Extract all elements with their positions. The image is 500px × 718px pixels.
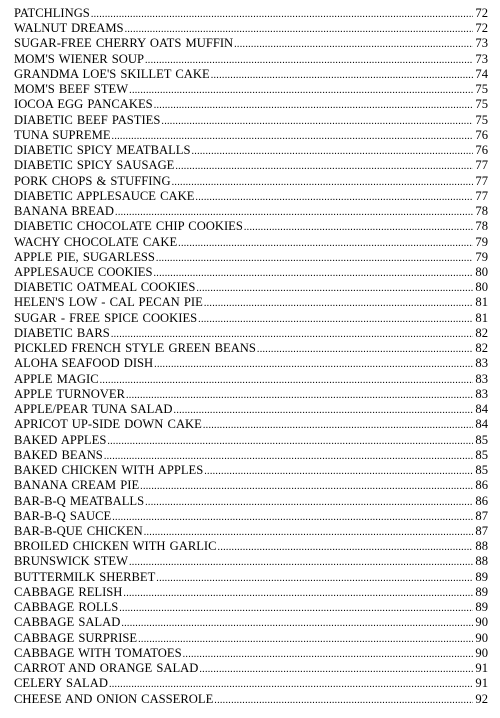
index-entry xyxy=(14,250,488,265)
dot-leader xyxy=(198,312,473,327)
page-number: 92 xyxy=(475,691,488,706)
page-number: 89 xyxy=(475,569,488,584)
page-number: 90 xyxy=(475,630,488,645)
page-number: 83 xyxy=(475,371,488,386)
index-entry xyxy=(14,341,488,356)
index-entry xyxy=(14,235,488,250)
recipe-title: WACHY CHOCOLATE CAKE xyxy=(14,234,178,249)
index-entry xyxy=(14,82,488,97)
index-entry xyxy=(14,494,488,509)
page-number: 85 xyxy=(475,432,488,447)
index-entry xyxy=(14,692,488,707)
recipe-title: DIABETIC CHOCOLATE CHIP COOKIES xyxy=(14,219,243,234)
page-number: 73 xyxy=(475,36,488,51)
recipe-title: APPLE TURNOVER xyxy=(14,386,125,401)
recipe-title: PORK CHOPS & STUFFING xyxy=(14,173,171,188)
recipe-title: SUGAR-FREE CHERRY OATS MUFFIN xyxy=(14,36,234,51)
index-entry xyxy=(14,97,488,112)
recipe-title: BAR-B-Q SAUCE xyxy=(14,508,112,523)
index-entry xyxy=(14,524,488,539)
page-number: 82 xyxy=(475,325,488,340)
page-number: 80 xyxy=(475,280,488,295)
page-number: 85 xyxy=(475,447,488,462)
index-entry xyxy=(14,158,488,173)
page-number: 82 xyxy=(475,341,488,356)
index-entry xyxy=(14,402,488,417)
dot-leader xyxy=(154,266,474,281)
page-number: 72 xyxy=(475,6,488,20)
dot-leader xyxy=(129,83,473,98)
recipe-index xyxy=(14,6,488,707)
page-number: 90 xyxy=(475,615,488,630)
page-number: 83 xyxy=(475,386,488,401)
index-entry xyxy=(14,417,488,432)
dot-leader xyxy=(214,693,473,708)
index-entry xyxy=(14,311,488,326)
dot-leader xyxy=(175,159,473,174)
recipe-title: BAKED CHICKEN WITH APPLES xyxy=(14,463,204,478)
dot-leader xyxy=(107,434,473,449)
index-entry xyxy=(14,280,488,295)
dot-leader xyxy=(121,616,473,631)
page-number: 80 xyxy=(475,264,488,279)
page-number: 89 xyxy=(475,600,488,615)
dot-leader xyxy=(145,53,473,68)
recipe-title: HELEN'S LOW - CAL PECAN PIE xyxy=(14,295,203,310)
recipe-title: CARROT AND ORANGE SALAD xyxy=(14,661,199,676)
recipe-title: CABBAGE ROLLS xyxy=(14,600,119,615)
recipe-title: CABBAGE WITH TOMATOES xyxy=(14,645,182,660)
recipe-title: CABBAGE SALAD xyxy=(14,615,121,630)
recipe-title: IOCOA EGG PANCAKES xyxy=(14,97,153,112)
recipe-title: BUTTERMILK SHERBET xyxy=(14,569,156,584)
dot-leader xyxy=(172,175,473,190)
page-number: 78 xyxy=(475,219,488,234)
recipe-title: DIABETIC BARS xyxy=(14,325,110,340)
page-number: 86 xyxy=(475,478,488,493)
page-number: 79 xyxy=(475,234,488,249)
dot-leader xyxy=(244,220,473,235)
recipe-title: BANANA CREAM PIE xyxy=(14,478,140,493)
index-entry xyxy=(14,67,488,82)
recipe-title: BAKED BEANS xyxy=(14,447,103,462)
dot-leader xyxy=(156,571,473,586)
index-entry xyxy=(14,554,488,569)
recipe-title: MOM'S WIENER SOUP xyxy=(14,51,144,66)
recipe-title: BAR-B-QUE CHICKEN xyxy=(14,523,143,538)
index-entry xyxy=(14,52,488,67)
index-entry xyxy=(14,36,488,51)
index-entry xyxy=(14,21,488,36)
dot-leader xyxy=(144,525,473,540)
page-number: 88 xyxy=(475,539,488,554)
index-entry xyxy=(14,646,488,661)
index-entry xyxy=(14,509,488,524)
index-entry xyxy=(14,174,488,189)
page-number: 77 xyxy=(475,158,488,173)
page-number: 87 xyxy=(475,508,488,523)
dot-leader xyxy=(154,98,473,113)
page-number: 77 xyxy=(475,173,488,188)
dot-leader xyxy=(178,236,473,251)
page-number: 91 xyxy=(475,661,488,676)
index-entry xyxy=(14,539,488,554)
recipe-title: CELERY SALAD xyxy=(14,676,108,691)
index-entry xyxy=(14,631,488,646)
dot-leader xyxy=(183,647,473,662)
recipe-title: ALOHA SEAFOOD DISH xyxy=(14,356,154,371)
recipe-title: SUGAR - FREE SPICE COOKIES xyxy=(14,310,198,325)
dot-leader xyxy=(156,251,473,266)
recipe-title: BROILED CHICKEN WITH GARLIC xyxy=(14,539,217,554)
page-number: 87 xyxy=(475,523,488,538)
dot-leader xyxy=(154,357,473,372)
dot-leader xyxy=(100,373,473,388)
page-number: 75 xyxy=(475,97,488,112)
index-entry xyxy=(14,204,488,219)
recipe-title: CABBAGE SURPRISE xyxy=(14,630,138,645)
page-number: 75 xyxy=(475,112,488,127)
index-entry xyxy=(14,433,488,448)
page-number: 83 xyxy=(475,356,488,371)
page-number: 90 xyxy=(475,645,488,660)
page-number: 85 xyxy=(475,463,488,478)
page-number: 76 xyxy=(475,143,488,158)
index-entry xyxy=(14,661,488,676)
page-number: 89 xyxy=(475,584,488,599)
index-entry xyxy=(14,326,488,341)
dot-leader xyxy=(111,327,473,342)
dot-leader xyxy=(199,662,473,677)
index-entry xyxy=(14,448,488,463)
recipe-title: APPLESAUCE COOKIES xyxy=(14,264,153,279)
index-entry xyxy=(14,463,488,478)
recipe-title: DIABETIC BEEF PASTIES xyxy=(14,112,161,127)
index-entry xyxy=(14,265,488,280)
dot-leader xyxy=(138,632,473,647)
dot-leader xyxy=(125,22,473,37)
page-number: 72 xyxy=(475,21,488,36)
index-entry xyxy=(14,189,488,204)
recipe-title: DIABETIC APPLESAUCE CAKE xyxy=(14,188,195,203)
dot-leader xyxy=(104,449,473,464)
dot-leader xyxy=(204,464,473,479)
recipe-title: GRANDMA LOE'S SKILLET CAKE xyxy=(14,66,210,81)
page-number: 84 xyxy=(475,402,488,417)
dot-leader xyxy=(115,205,473,220)
index-entry xyxy=(14,372,488,387)
dot-leader xyxy=(203,418,473,433)
dot-leader xyxy=(174,403,473,418)
index-entry xyxy=(14,600,488,615)
index-entry xyxy=(14,387,488,402)
page-number: 75 xyxy=(475,82,488,97)
recipe-title: APPLE PIE, SUGARLESS xyxy=(14,249,155,264)
dot-leader xyxy=(191,144,473,159)
recipe-title: APPLE/PEAR TUNA SALAD xyxy=(14,402,173,417)
dot-leader xyxy=(234,37,473,52)
recipe-title: DIABETIC OATMEAL COOKIES xyxy=(14,280,196,295)
page-number: 86 xyxy=(475,493,488,508)
index-entry xyxy=(14,356,488,371)
dot-leader xyxy=(211,68,473,83)
index-entry xyxy=(14,143,488,158)
dot-leader xyxy=(123,586,473,601)
page-number: 79 xyxy=(475,249,488,264)
index-entry xyxy=(14,585,488,600)
recipe-title: BAKED APPLES xyxy=(14,432,107,447)
dot-leader xyxy=(204,296,473,311)
dot-leader xyxy=(195,190,473,205)
dot-leader xyxy=(218,540,473,555)
index-entry xyxy=(14,219,488,234)
recipe-title: BRUNSWICK STEW xyxy=(14,554,128,569)
recipe-title: CHEESE AND ONION CASSEROLE xyxy=(14,691,214,706)
page-number: 78 xyxy=(475,204,488,219)
index-entry xyxy=(14,478,488,493)
index-entry xyxy=(14,676,488,691)
dot-leader xyxy=(112,129,473,144)
dot-leader xyxy=(161,114,473,129)
page-number: 84 xyxy=(475,417,488,432)
recipe-title: BANANA BREAD xyxy=(14,204,115,219)
page-number: 81 xyxy=(475,310,488,325)
recipe-title: APRICOT UP-SIDE DOWN CAKE xyxy=(14,417,202,432)
recipe-title: PICKLED FRENCH STYLE GREEN BEANS xyxy=(14,341,256,356)
dot-leader xyxy=(119,601,473,616)
dot-leader xyxy=(126,388,473,403)
index-entry xyxy=(14,570,488,585)
recipe-title: MOM'S BEEF STEW xyxy=(14,82,129,97)
index-entry xyxy=(14,128,488,143)
page-number: 88 xyxy=(475,554,488,569)
page-number: 74 xyxy=(475,66,488,81)
recipe-title: BAR-B-Q MEATBALLS xyxy=(14,493,145,508)
index-entry xyxy=(14,295,488,310)
recipe-title: TUNA SUPREME xyxy=(14,127,111,142)
dot-leader xyxy=(196,281,473,296)
recipe-title: PATCHLINGS xyxy=(14,6,90,20)
recipe-title: DIABETIC SPICY SAUSAGE xyxy=(14,158,175,173)
page-number: 91 xyxy=(475,676,488,691)
recipe-title: WALNUT DREAMS xyxy=(14,21,124,36)
page-number: 76 xyxy=(475,127,488,142)
dot-leader xyxy=(145,495,473,510)
index-entry xyxy=(14,615,488,630)
recipe-title: APPLE MAGIC xyxy=(14,371,99,386)
page-number: 73 xyxy=(475,51,488,66)
index-entry xyxy=(14,113,488,128)
page-number: 81 xyxy=(475,295,488,310)
dot-leader xyxy=(91,7,473,22)
dot-leader xyxy=(140,479,473,494)
recipe-title: DIABETIC SPICY MEATBALLS xyxy=(14,143,191,158)
dot-leader xyxy=(109,677,473,692)
dot-leader xyxy=(129,555,473,570)
index-entry xyxy=(14,6,488,21)
recipe-title: CABBAGE RELISH xyxy=(14,584,123,599)
dot-leader xyxy=(257,342,473,357)
page-number: 77 xyxy=(475,188,488,203)
dot-leader xyxy=(112,510,473,525)
